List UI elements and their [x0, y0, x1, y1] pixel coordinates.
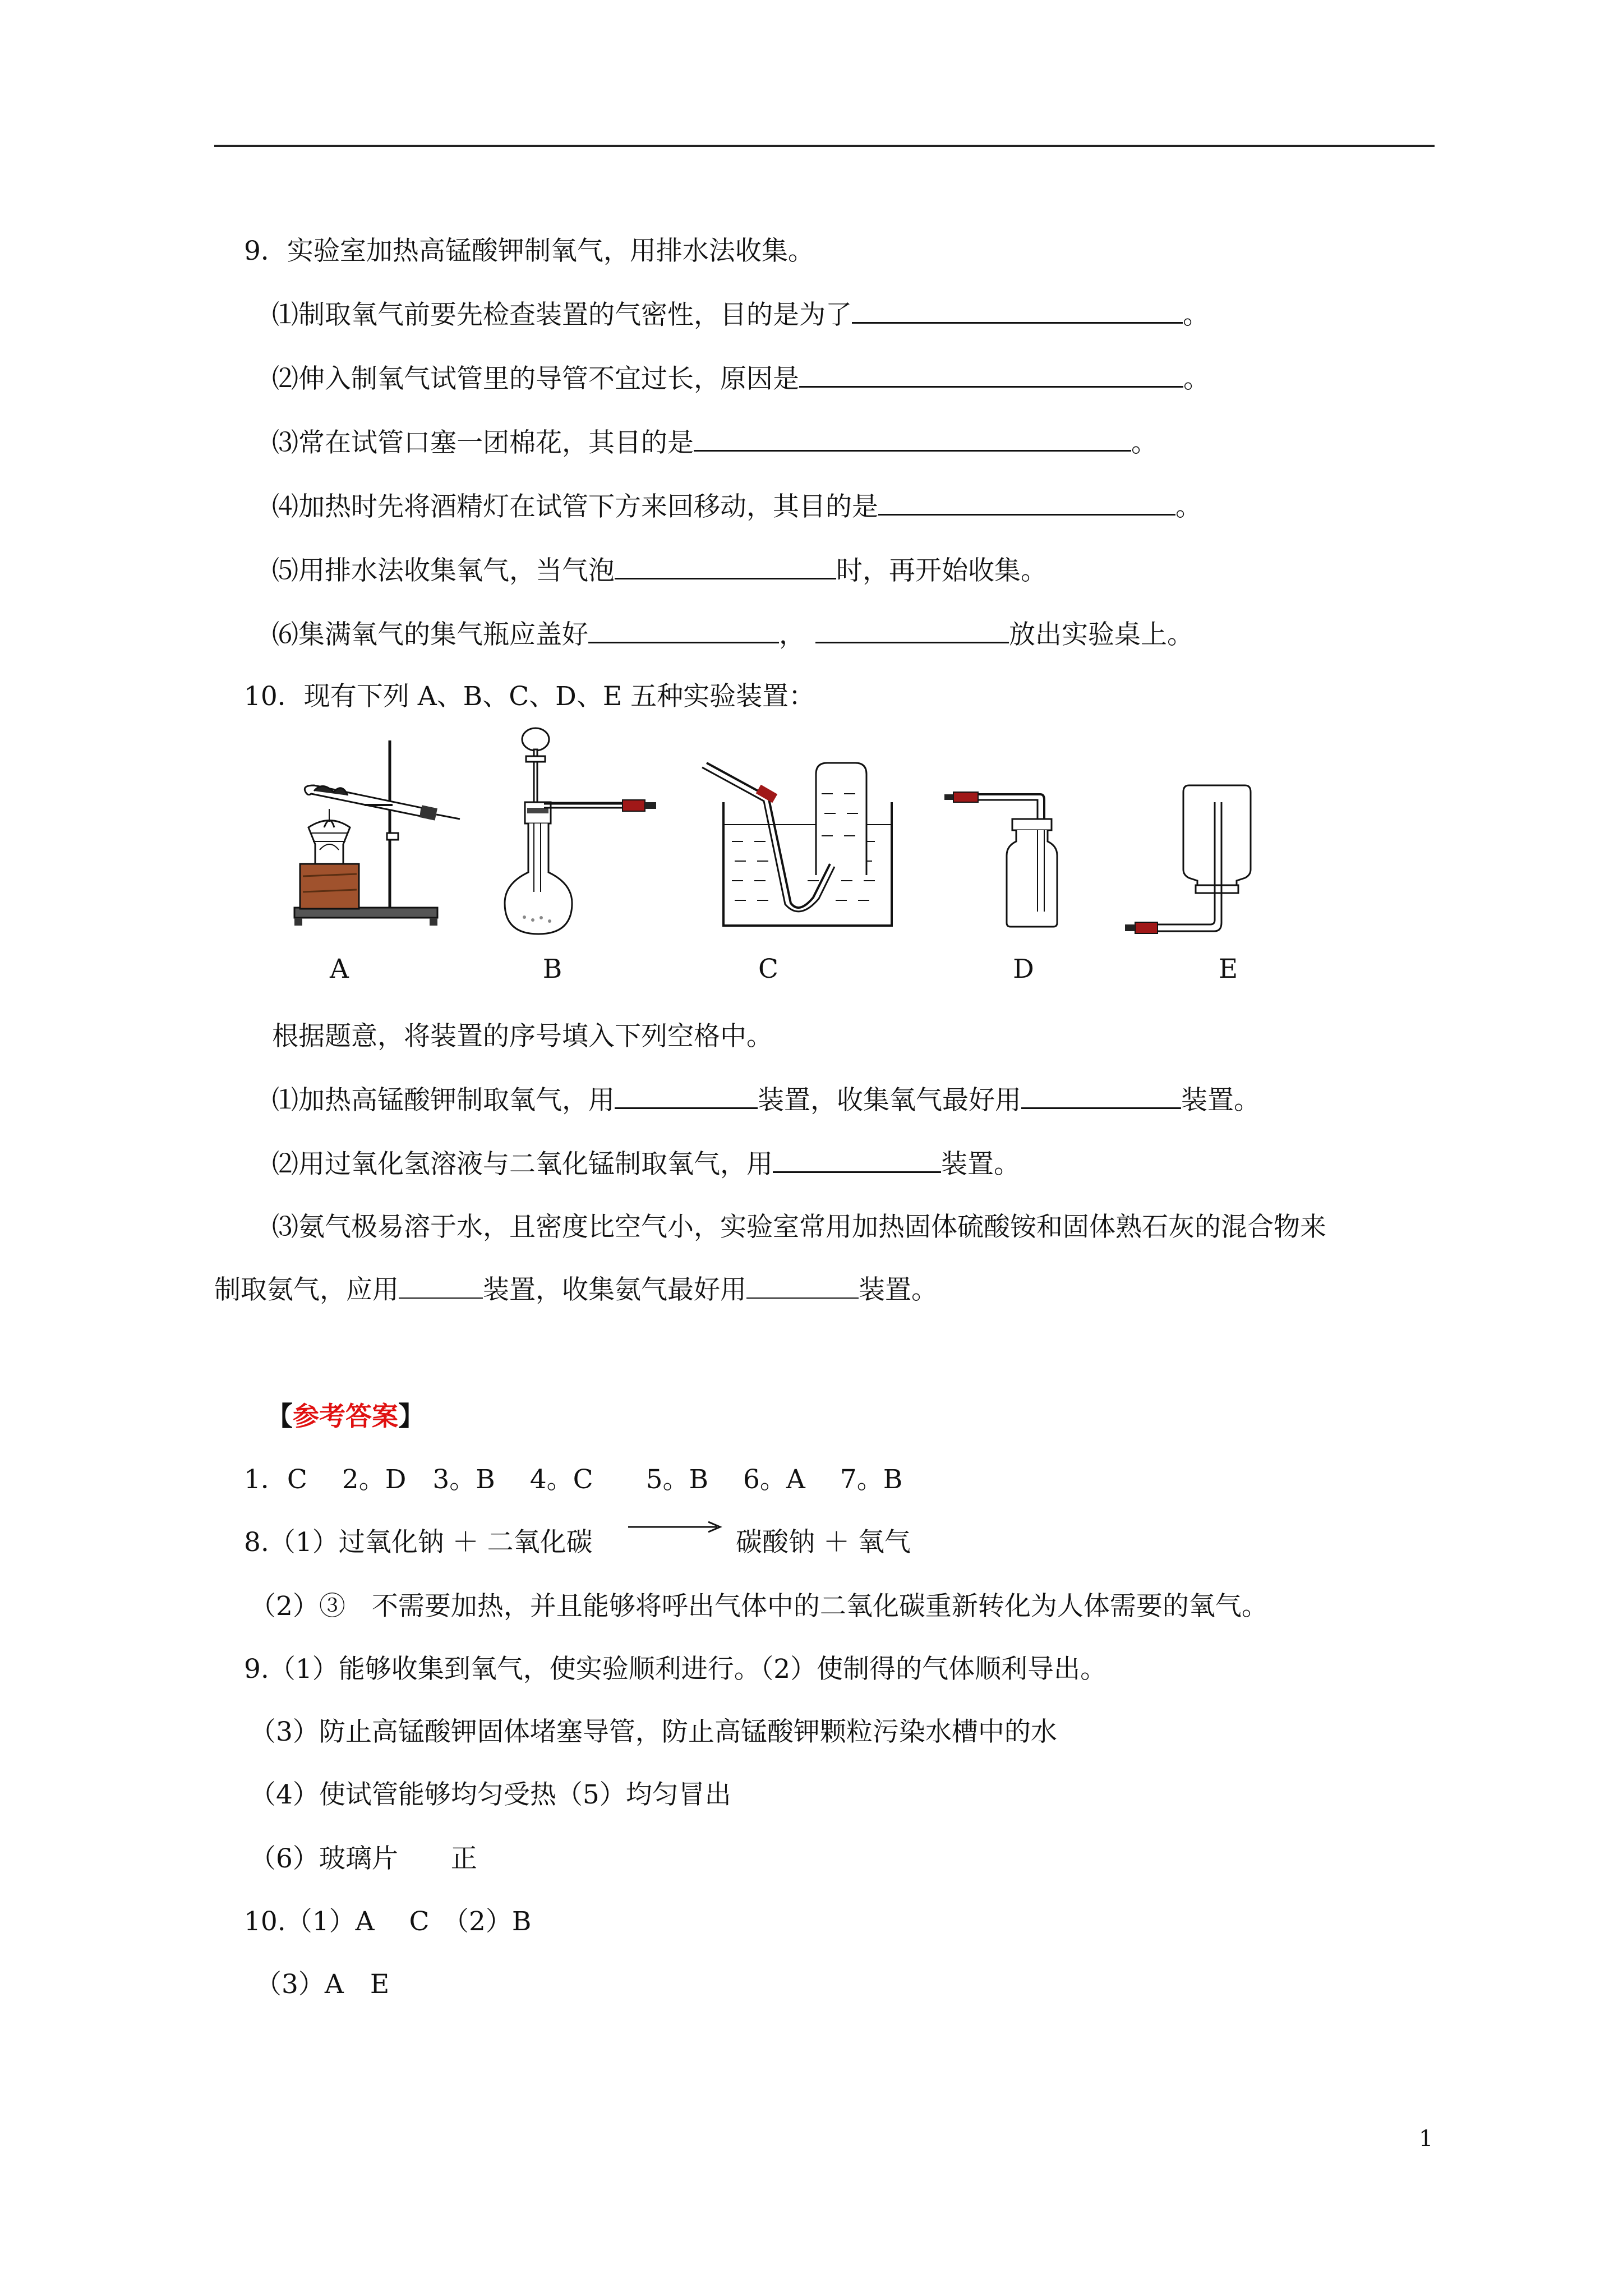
- apparatus-e-figure: [1122, 780, 1267, 942]
- q10-intro: 根据题意，将装置的序号填入下列空格中。: [272, 1021, 773, 1052]
- q10-part1-text: ⑴加热高锰酸钾制取氧气，用: [272, 1085, 615, 1116]
- answers-header-text: 参考答案: [293, 1401, 398, 1432]
- answer-blank[interactable]: [694, 425, 1131, 452]
- q10-part2-text: ⑵用过氧化氢溶液与二氧化锰制取氧气，用: [272, 1149, 773, 1180]
- q9-part3-end: 。: [1131, 427, 1158, 458]
- q9-part5: [272, 553, 1047, 588]
- q10-part3-line1: ⑶氨气极易溶于水，且密度比空气小，实验室常用加热固体硫酸铵和固体熟石灰的混合物来: [272, 1212, 1326, 1243]
- reaction-arrow: [627, 1520, 722, 1537]
- answers-line-1-7: 1．C 2。D 3。B 4。C 5。B 6。A 7。B: [244, 1464, 903, 1495]
- answers-line-9-4: （4）使试管能够均匀受热（5）均匀冒出: [250, 1779, 731, 1810]
- answers-header: [266, 1400, 425, 1434]
- answer-blank[interactable]: [878, 489, 1175, 516]
- q9-part6-end: 放出实验桌上。: [1009, 619, 1193, 650]
- answers-line-8-2: （2）③ 不需要加热，并且能够将呼出气体中的二氧化碳重新转化为人体需要的氧气。: [250, 1591, 1268, 1622]
- answer-blank[interactable]: [773, 1147, 941, 1173]
- answer-blank[interactable]: [588, 617, 779, 643]
- q10-part3-text: 制取氨气，应用: [214, 1274, 399, 1305]
- apparatus-a-figure: [280, 729, 465, 931]
- q10-part3-line2: [214, 1273, 938, 1307]
- answer-blank[interactable]: [615, 1083, 758, 1109]
- answer-blank[interactable]: [799, 361, 1183, 388]
- answer-blank[interactable]: [1021, 1083, 1181, 1109]
- apparatus-label-d: D: [1013, 954, 1034, 984]
- q10-part1: [272, 1083, 1260, 1117]
- answers-line-9-1: 9.（1）能够收集到氧气，使实验顺利进行。（2）使制得的气体顺利导出。: [244, 1654, 1107, 1685]
- answers-line-10-3: （3）A E: [255, 1969, 390, 2000]
- answer-blank[interactable]: [746, 1275, 859, 1299]
- answers-line-8-1: [244, 1526, 593, 1559]
- apparatus-label-a: A: [330, 954, 349, 984]
- answers-8-reactants: 8.（1）过氧化钠 ＋ 二氧化碳: [244, 1527, 593, 1558]
- page-number: 1: [1419, 2126, 1433, 2152]
- q9-part2-text: ⑵伸入制氧气试管里的导管不宜过长，原因是: [272, 364, 799, 394]
- q10-title: 10．现有下列 A、B、C、D、E 五种实验装置：: [244, 681, 815, 712]
- answer-blank[interactable]: [399, 1275, 483, 1299]
- q10-part1-end: 装置。: [1181, 1085, 1260, 1116]
- answers-header-left: 【: [266, 1401, 293, 1432]
- q9-part5-text: ⑸用排水法收集氧气，当气泡: [272, 555, 615, 586]
- q9-part6-text: ⑹集满氧气的集气瓶应盖好: [272, 619, 588, 650]
- q9-part3-text: ⑶常在试管口塞一团棉花，其目的是: [272, 427, 694, 458]
- q10-part1-mid: 装置，收集氧气最好用: [758, 1085, 1021, 1116]
- q9-part2-end: 。: [1183, 364, 1210, 394]
- q10-part3-mid: 装置，收集氨气最好用: [483, 1274, 746, 1305]
- answer-blank[interactable]: [852, 297, 1183, 324]
- q9-part6: [272, 617, 1193, 652]
- q9-part1-end: 。: [1183, 300, 1209, 330]
- answer-blank[interactable]: [615, 553, 836, 579]
- q9-part6-sep: ，: [779, 619, 805, 650]
- answers-8-products: 碳酸钠 ＋ 氧气: [736, 1527, 911, 1558]
- q9-part4-text: ⑷加热时先将酒精灯在试管下方来回移动，其目的是: [272, 491, 878, 522]
- answer-blank[interactable]: [815, 617, 1009, 643]
- q10-part3-end: 装置。: [859, 1274, 938, 1305]
- apparatus-b-figure: [494, 724, 679, 937]
- q10-part2: [272, 1147, 1020, 1181]
- answers-line-10-1: 10.（1）A C （2）B: [244, 1906, 532, 1937]
- q9-title: 9．实验室加热高锰酸钾制氧气，用排水法收集。: [244, 236, 814, 266]
- answers-line-9-6: （6）玻璃片 正: [250, 1843, 477, 1874]
- answers-header-right: 】: [398, 1401, 425, 1432]
- q9-part2: [272, 361, 1210, 396]
- q9-part1-text: ⑴制取氧气前要先检查装置的气密性，目的是为了: [272, 300, 852, 330]
- header-rule: [214, 145, 1435, 147]
- apparatus-label-e: E: [1218, 954, 1238, 984]
- apparatus-label-c: C: [758, 954, 778, 984]
- q9-part3: [272, 425, 1158, 460]
- apparatus-label-b: B: [542, 954, 562, 984]
- q9-part4: [272, 489, 1202, 524]
- q9-part4-end: 。: [1175, 491, 1202, 522]
- answers-line-9-3: （3）防止高锰酸钾固体堵塞导管，防止高锰酸钾颗粒污染水槽中的水: [250, 1717, 1057, 1747]
- q10-part2-end: 装置。: [941, 1149, 1020, 1180]
- q9-part5-end: 时，再开始收集。: [836, 555, 1047, 586]
- apparatus-c-figure: [701, 752, 903, 937]
- apparatus-d-figure: [942, 780, 1088, 937]
- q9-part1: [272, 297, 1209, 332]
